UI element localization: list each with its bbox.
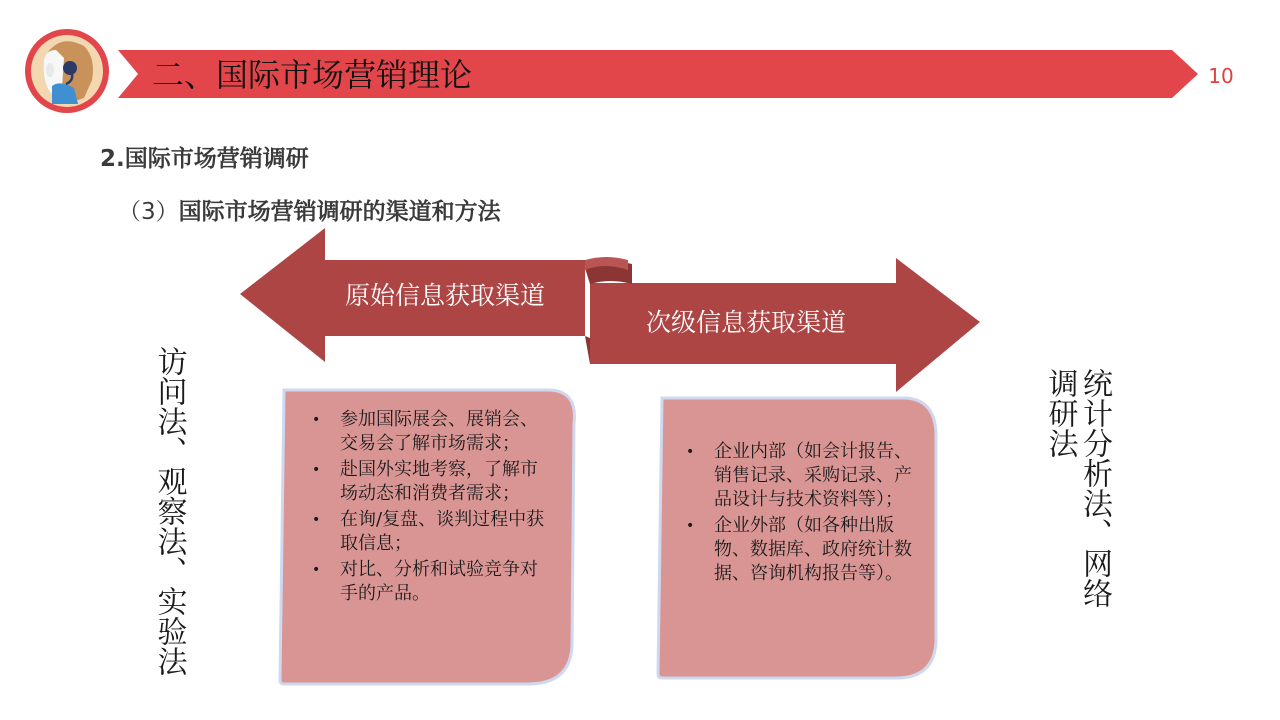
list-item: • 企业内部（如会计报告、销售记录、采购记录、产品设计与技术资料等）； xyxy=(686,441,912,510)
page-number: 10 xyxy=(1208,64,1234,88)
secondary-methods xyxy=(1042,368,1111,638)
list-item: • 企业外部（如各种出版物、数据库、政府统计数据、咨询机构报告等）。 xyxy=(686,515,912,584)
primary-methods: 访问法、观察法、实验法 xyxy=(151,346,187,676)
list-item: • 在询/复盘、谈判过程中获取信息； xyxy=(312,509,545,554)
bullet-icon: • xyxy=(312,462,321,478)
primary-card xyxy=(310,408,550,608)
secondary-methods-col2: 调研法 xyxy=(1042,368,1078,458)
secondary-list xyxy=(684,440,914,586)
primary-list xyxy=(310,408,550,606)
bullet-icon: • xyxy=(312,512,321,528)
list-item: • 参加国际展会、展销会、交易会了解市场需求； xyxy=(312,409,538,454)
list-item: • 赴国外实地考察，了解市场动态和消费者需求； xyxy=(312,459,538,504)
primary-channel-label: 原始信息获取渠道 xyxy=(344,281,545,310)
bullet-icon: • xyxy=(312,412,321,428)
section-heading: 2.国际市场营销调研 xyxy=(100,146,309,172)
bullet-icon: • xyxy=(312,562,321,578)
headset-avatar-icon xyxy=(22,26,112,116)
slide-title: 二、国际市场营销理论 xyxy=(152,56,473,94)
sub-heading-text: 国际市场营销调研的渠道和方法 xyxy=(178,199,501,225)
secondary-methods-col1: 统计分析法、网络 xyxy=(1077,368,1112,608)
bullet-icon: • xyxy=(686,444,695,460)
bullet-icon: • xyxy=(686,518,695,534)
sub-heading-number: （3） xyxy=(118,199,179,225)
list-item: • 对比、分析和试验竞争对手的产品。 xyxy=(312,559,538,604)
secondary-card xyxy=(684,440,914,588)
secondary-channel-label: 次级信息获取渠道 xyxy=(645,308,846,337)
